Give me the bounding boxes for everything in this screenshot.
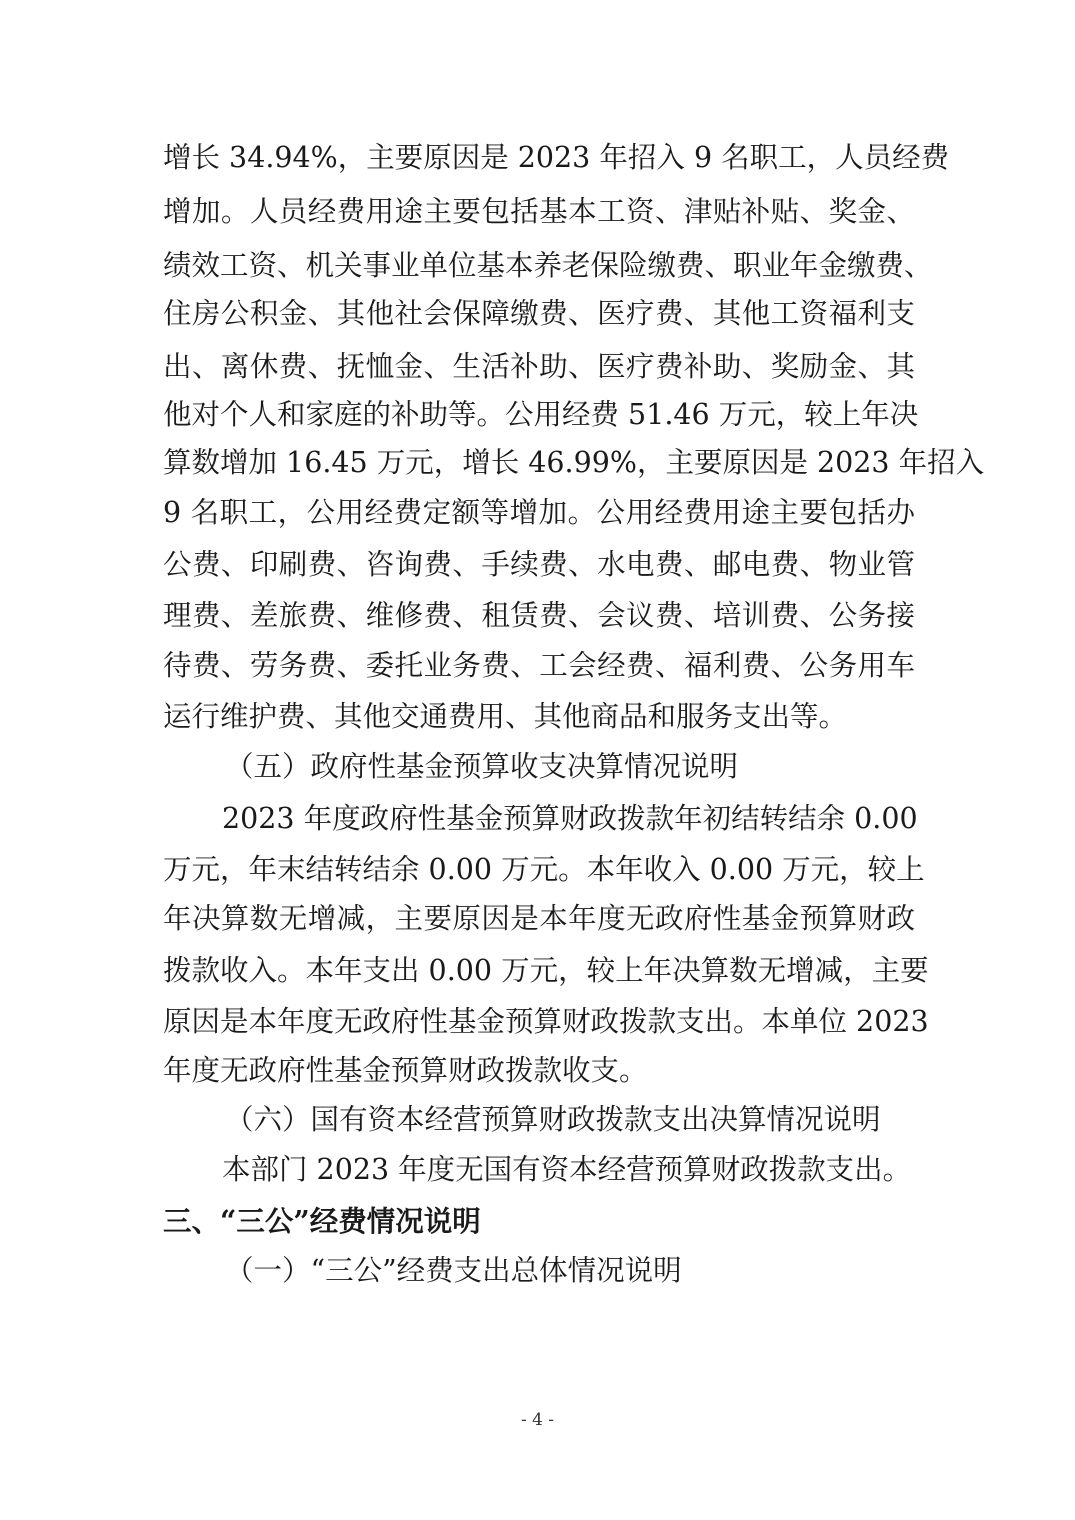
body-line: 增长 34.94%，主要原因是 2023 年招入 9 名职工，人员经费 xyxy=(163,141,950,174)
body-line: 绩效工资、机关事业单位基本养老保险缴费、职业年金缴费、 xyxy=(163,249,933,282)
body-line: 原因是本年度无政府性基金预算财政拨款支出。本单位 2023 xyxy=(163,1005,929,1038)
body-line: 出、离休费、抚恤金、生活补助、医疗费补助、奖励金、其 xyxy=(163,350,915,383)
body-line: 本部门 2023 年度无国有资本经营预算财政拨款支出。 xyxy=(222,1153,912,1186)
body-line: 算数增加 16.45 万元，增长 46.99%，主要原因是 2023 年招入 xyxy=(163,446,985,479)
body-line: 他对个人和家庭的补助等。公用经费 51.46 万元，较上年决 xyxy=(163,398,919,431)
section-heading-3-1: （一）“三公”经费支出总体情况说明 xyxy=(225,1254,682,1287)
body-line: 万元，年末结转结余 0.00 万元。本年收入 0.00 万元，较上 xyxy=(163,853,925,886)
body-line: 年决算数无增减，主要原因是本年度无政府性基金预算财政 xyxy=(163,902,915,935)
section-heading-5: （五）政府性基金预算收支决算情况说明 xyxy=(225,750,739,783)
body-line: 公费、印刷费、咨询费、手续费、水电费、邮电费、物业管 xyxy=(163,548,915,581)
body-line: 9 名职工，公用经费定额等增加。公用经费用途主要包括办 xyxy=(163,496,915,529)
body-line: 增加。人员经费用途主要包括基本工资、津贴补贴、奖金、 xyxy=(163,195,915,228)
body-line: 待费、劳务费、委托业务费、工会经费、福利费、公务用车 xyxy=(163,649,915,682)
body-line: 理费、差旅费、维修费、租赁费、会议费、培训费、公务接 xyxy=(163,599,915,632)
body-line: 住房公积金、其他社会保障缴费、医疗费、其他工资福利支 xyxy=(163,297,915,330)
section-heading-6: （六）国有资本经营预算财政拨款支出决算情况说明 xyxy=(225,1103,881,1136)
body-line: 拨款收入。本年支出 0.00 万元，较上年决算数无增减，主要 xyxy=(163,954,929,987)
body-line: 2023 年度政府性基金预算财政拨款年初结转结余 0.00 xyxy=(222,802,918,835)
page-number: - 4 - xyxy=(520,1410,555,1430)
body-line: 年度无政府性基金预算财政拨款收支。 xyxy=(163,1054,648,1087)
body-line: 运行维护费、其他交通费用、其他商品和服务支出等。 xyxy=(163,700,848,733)
chapter-heading-3: 三、“三公”经费情况说明 xyxy=(163,1204,481,1238)
